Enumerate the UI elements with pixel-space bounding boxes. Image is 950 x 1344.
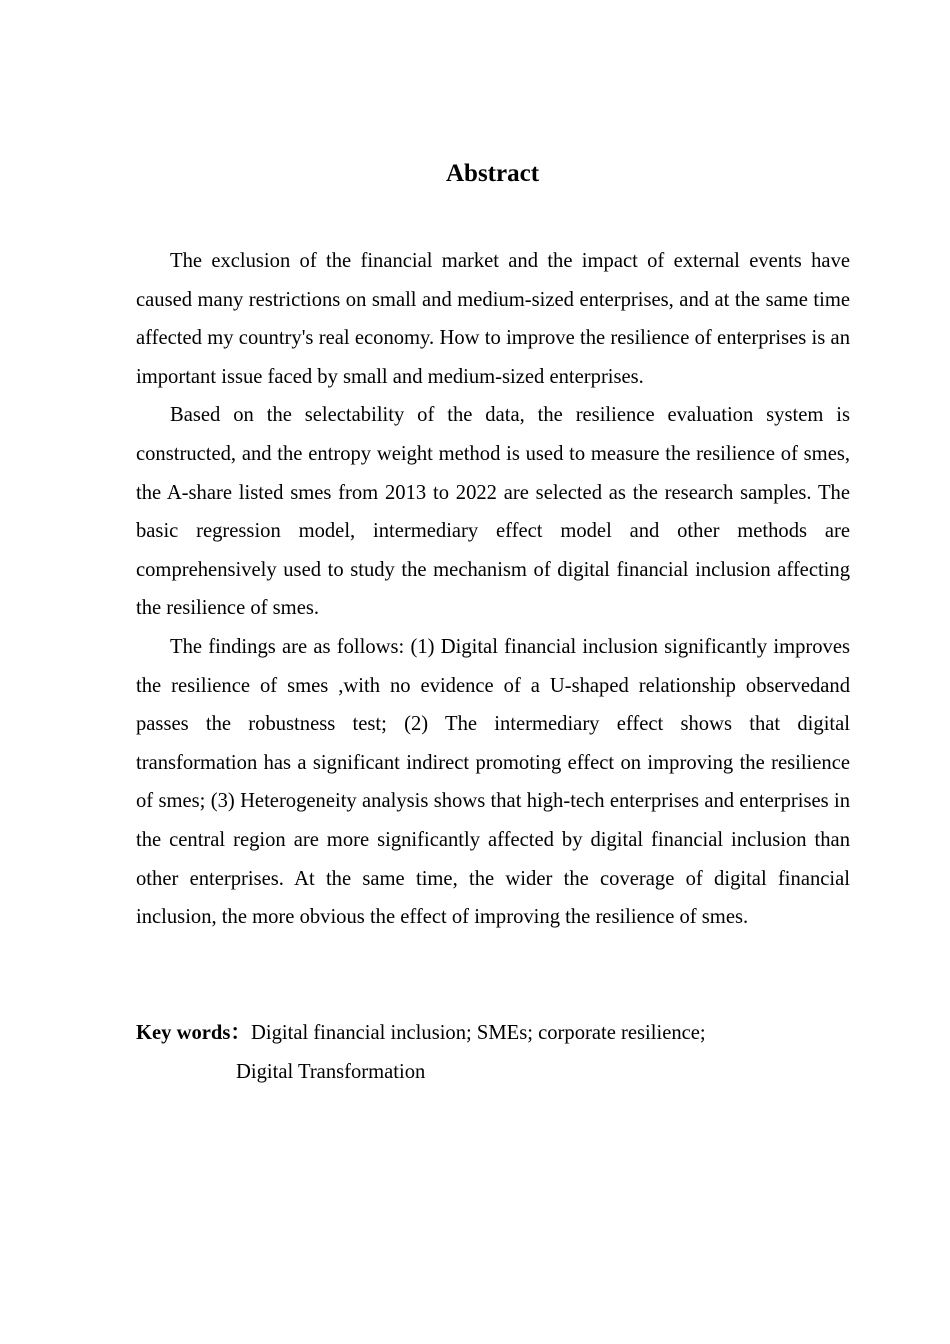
- abstract-paragraph-1: The exclusion of the financial market and the impact of external events have caused many restrictions on small and medium-sized enterprises, and at the same time affected my country's real economy. How to improve the resilience of enterprises is an important issue faced by small and medium-sized enterprises.: [136, 250, 850, 388]
- abstract-body: [136, 242, 850, 937]
- keywords-line-2: Digital Transformation: [236, 1060, 426, 1083]
- keywords-label: Key words：: [136, 1022, 251, 1044]
- abstract-title: Abstract: [445, 160, 540, 187]
- keywords-line-1: [136, 1014, 850, 1053]
- abstract-paragraph-2: Based on the selectability of the data, the resilience evaluation system is constructed, and the entropy weight method is used to measure the resilience of smes, the A-share listed smes from 2013 to 2022 are selected as the research samples. The basic regression model, intermediary effect model and other methods are comprehensively used to study the mechanism of digital financial inclusion affecting the resilience of smes.: [136, 404, 850, 620]
- keywords-section: [136, 1014, 850, 1091]
- keywords-text-1: Digital financial inclusion; SMEs; corporate resilience;: [250, 1022, 706, 1044]
- abstract-paragraph-3: The findings are as follows: (1) Digital financial inclusion significantly improves the resilience of smes ,with no evidence of a U-shaped relationship observedand passes the robustness test; (2) The intermediary effect shows that digital transformation has a significant indirect promoting effect on improving the resilience of smes; (3) Heterogeneity analysis shows that high-tech enterprises and enterprises in the central region are more significantly affected by digital financial inclusion than other enterprises. At the same time, the wider the coverage of digital financial inclusion, the more obvious the effect of improving the resilience of smes.: [136, 635, 850, 929]
